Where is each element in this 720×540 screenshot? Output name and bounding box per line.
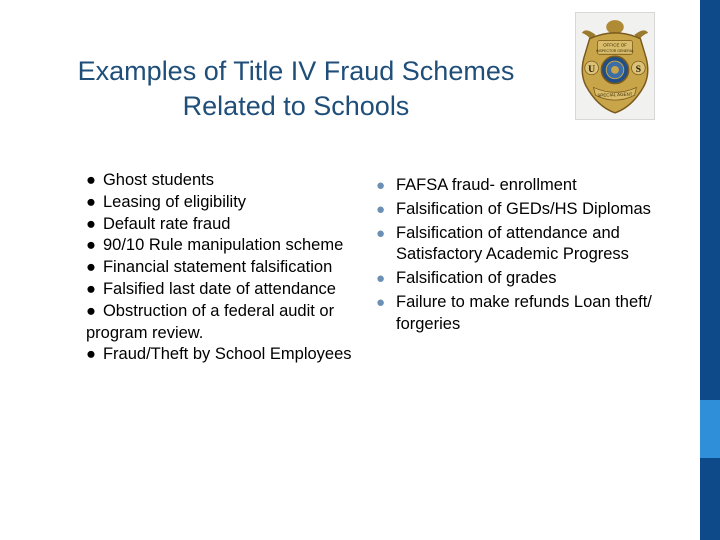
- bullet-text: FAFSA fraud- enrollment: [396, 176, 577, 194]
- bullet-dot-icon: ●: [376, 224, 386, 242]
- bullet-text: Default rate fraud: [102, 214, 231, 233]
- right-list-item: [376, 292, 676, 336]
- badge-text-top-1: OFFICE OF: [603, 42, 627, 48]
- bullet-text: Ghost students: [102, 171, 214, 189]
- left-list-item: [86, 257, 354, 279]
- bullet-text: Failure to make refunds Loan theft/ forgeries: [396, 292, 652, 333]
- right-list-item: [376, 175, 676, 197]
- bullet-dot-icon: ●: [86, 279, 96, 298]
- side-bar-accent: [700, 400, 720, 458]
- bullet-dot-icon: ●: [376, 177, 386, 194]
- badge-text-top-2: INSPECTOR GENERAL: [595, 48, 635, 53]
- bullet-text: Falsification of grades: [396, 269, 557, 288]
- left-list-item: [86, 301, 354, 345]
- left-list-item: [86, 214, 354, 236]
- bullet-text: Fraud/Theft by School Employees: [102, 345, 352, 364]
- right-list-item: [376, 223, 676, 267]
- oig-special-agent-badge-icon: [576, 13, 654, 119]
- bullet-dot-icon: ●: [376, 270, 386, 288]
- title-line-2: Related to Schools: [182, 91, 410, 121]
- bullet-dot-icon: ●: [86, 345, 96, 364]
- badge-text-left: U: [588, 63, 596, 75]
- bullet-text: Financial statement falsification: [102, 258, 333, 277]
- bullet-dot-icon: ●: [376, 200, 386, 218]
- left-list-item: [86, 192, 354, 214]
- bullet-dot-icon: ●: [86, 301, 96, 320]
- bullet-dot-icon: ●: [376, 293, 386, 311]
- bullet-dot-icon: ●: [86, 236, 96, 255]
- bullet-text: 90/10 Rule manipulation scheme: [102, 236, 344, 255]
- left-bullet-list: [86, 170, 354, 366]
- right-list-item: [376, 199, 676, 221]
- badge-text-bottom: SPECIAL AGENT: [597, 91, 633, 98]
- bullet-text: Falsification of attendance and Satisfactory Academic Progress: [396, 223, 629, 264]
- right-list-item: [376, 268, 676, 290]
- bullet-text: Obstruction of a federal audit or program review.: [86, 301, 335, 342]
- title-line-1: Examples of Title IV Fraud Schemes: [77, 56, 515, 86]
- badge-image: [575, 12, 655, 120]
- bullet-dot-icon: ●: [86, 192, 96, 211]
- left-list-item: [86, 279, 354, 301]
- bullet-text: Falsification of GEDs/HS Diplomas: [396, 199, 651, 218]
- left-list-item: [86, 344, 354, 366]
- bullet-dot-icon: ●: [86, 258, 96, 277]
- bullet-dot-icon: ●: [86, 214, 96, 233]
- badge-text-right: S: [635, 63, 642, 75]
- right-bullet-list: [376, 175, 676, 338]
- bullet-text: Falsified last date of attendance: [102, 279, 336, 298]
- left-list-item: [86, 235, 354, 257]
- bullet-dot-icon: ●: [86, 171, 96, 189]
- slide-title: [40, 54, 552, 124]
- side-bar: [700, 0, 720, 540]
- bullet-text: Leasing of eligibility: [102, 192, 247, 211]
- left-list-item: [86, 170, 354, 192]
